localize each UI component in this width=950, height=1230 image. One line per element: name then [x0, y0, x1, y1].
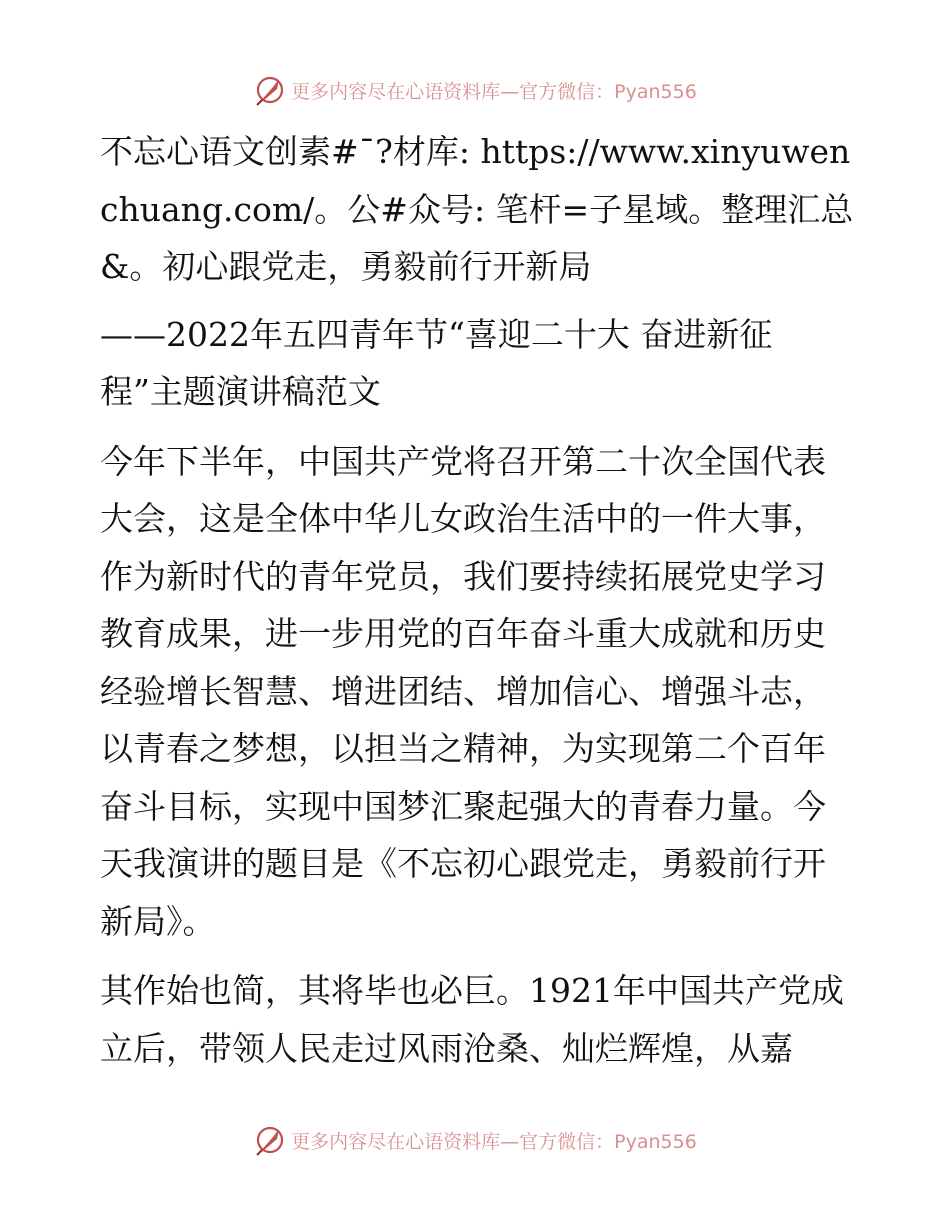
- header-banner-text[interactable]: 更多内容尽在心语资料库—官方微信：Pyan556: [291, 80, 697, 103]
- footer-banner-text[interactable]: 更多内容尽在心语资料库—官方微信：Pyan556: [291, 1130, 697, 1153]
- document-intro: 不忘心语文创素#¯?材库: https://www.xinyuwenchuang.com/。公#众号: 笔杆=子星域。整理汇总&。初心跟党走，勇毅前行开新局: [100, 132, 854, 286]
- paragraph-2: 其作始也简，其将毕也必巨。1921年中国共产党成立后，带领人民走过风雨沧桑、灿烂辉煌，从嘉: [100, 971, 844, 1068]
- document-body: [100, 123, 855, 1077]
- paragraph-1: 今年下半年，中国共产党将召开第二十次全国代表大会，这是全体中华儿女政治生活中的一件大事，作为新时代的青年党员，我们要持续拓展党史学习教育成果，进一步用党的百年奋斗重大成就和历史经验增长智慧、增进团结、增加信心、增强斗志，以青春之梦想，以担当之精神，为实现第二个百年奋斗目标，实现中国梦汇聚起强大的青春力量。今天我演讲的题目是《不忘初心跟党走，勇毅前行开新局》。: [100, 441, 826, 941]
- document-subtitle: ——2022年五四青年节“喜迎二十大 奋进新征程”主题演讲稿范文: [100, 314, 773, 411]
- quill-pen-logo-icon: [253, 73, 287, 107]
- quill-pen-logo-icon: [253, 1123, 287, 1157]
- footer-banner: [0, 1120, 950, 1160]
- header-banner: [0, 70, 950, 110]
